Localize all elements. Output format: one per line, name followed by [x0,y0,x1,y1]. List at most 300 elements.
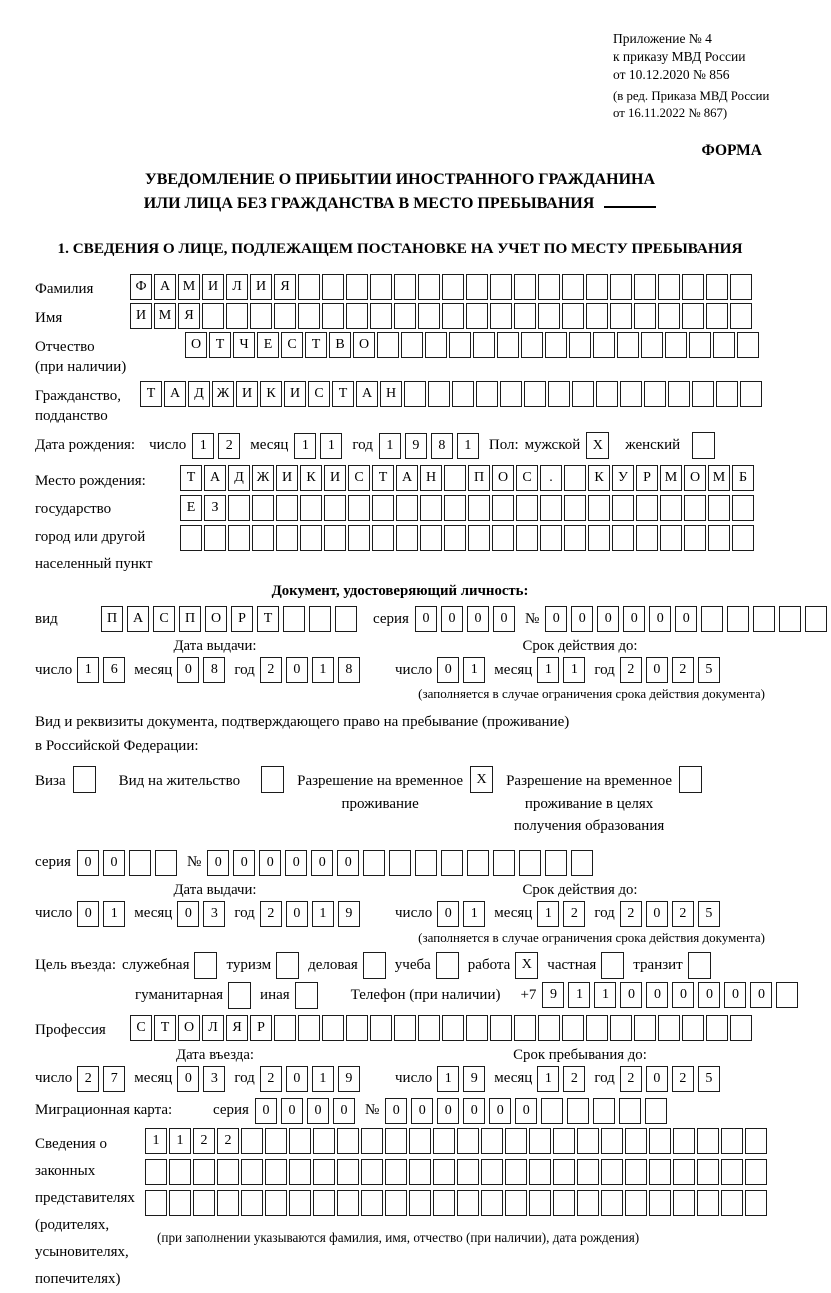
char-cell[interactable] [612,495,634,521]
char-cell[interactable]: И [250,274,272,300]
char-cell[interactable]: 1 [294,433,316,459]
char-cell[interactable] [553,1190,575,1216]
char-cell[interactable]: 0 [286,657,308,683]
char-cell[interactable] [300,525,322,551]
char-cell[interactable]: Ф [130,274,152,300]
char-cell[interactable]: 2 [260,657,282,683]
residence-permit-checkbox[interactable] [261,766,284,793]
char-cell[interactable] [519,850,541,876]
char-cell[interactable] [298,1015,320,1041]
char-cell[interactable] [457,1128,479,1154]
char-cell[interactable]: 0 [672,982,694,1008]
char-cell[interactable] [418,303,440,329]
char-cell[interactable] [337,1159,359,1185]
char-cell[interactable] [428,381,450,407]
char-cell[interactable]: П [468,465,490,491]
char-cell[interactable]: 0 [77,901,99,927]
char-cell[interactable] [467,850,489,876]
char-cell[interactable]: 1 [463,657,485,683]
char-cell[interactable] [298,303,320,329]
char-cell[interactable] [588,525,610,551]
char-cell[interactable] [776,982,798,1008]
char-cell[interactable] [673,1159,695,1185]
char-cell[interactable]: 0 [77,850,99,876]
char-cell[interactable]: 1 [379,433,401,459]
char-cell[interactable]: 0 [311,850,333,876]
char-cell[interactable] [444,525,466,551]
char-cell[interactable]: 1 [537,901,559,927]
char-cell[interactable] [713,332,735,358]
char-cell[interactable] [433,1159,455,1185]
char-cell[interactable] [441,850,463,876]
male-checkbox[interactable]: X [586,432,609,459]
char-cell[interactable] [577,1190,599,1216]
char-cell[interactable]: 9 [542,982,564,1008]
char-cell[interactable] [601,1128,623,1154]
char-cell[interactable]: 0 [724,982,746,1008]
char-cell[interactable] [348,525,370,551]
checkbox-business[interactable] [363,952,386,979]
char-cell[interactable]: Т [180,465,202,491]
char-cell[interactable]: 0 [177,1066,199,1092]
char-cell[interactable]: 1 [568,982,590,1008]
char-cell[interactable]: Ж [212,381,234,407]
char-cell[interactable] [619,1098,641,1124]
char-cell[interactable]: 0 [437,657,459,683]
char-cell[interactable] [385,1128,407,1154]
char-cell[interactable] [586,274,608,300]
char-cell[interactable] [682,303,704,329]
char-cell[interactable] [241,1190,263,1216]
char-cell[interactable] [524,381,546,407]
char-cell[interactable] [529,1159,551,1185]
char-cell[interactable] [466,1015,488,1041]
char-cell[interactable] [396,495,418,521]
char-cell[interactable] [372,495,394,521]
char-cell[interactable] [193,1190,215,1216]
char-cell[interactable]: Е [180,495,202,521]
char-cell[interactable] [444,465,466,491]
char-cell[interactable]: 3 [203,1066,225,1092]
char-cell[interactable] [745,1128,767,1154]
char-cell[interactable]: 0 [620,982,642,1008]
char-cell[interactable] [313,1128,335,1154]
char-cell[interactable]: 0 [437,1098,459,1124]
char-cell[interactable]: 2 [217,1128,239,1154]
char-cell[interactable]: Л [202,1015,224,1041]
char-cell[interactable] [145,1159,167,1185]
char-cell[interactable] [564,465,586,491]
char-cell[interactable] [404,381,426,407]
char-cell[interactable] [217,1190,239,1216]
char-cell[interactable] [409,1128,431,1154]
char-cell[interactable]: Т [332,381,354,407]
char-cell[interactable] [745,1159,767,1185]
char-cell[interactable] [493,850,515,876]
char-cell[interactable]: 5 [698,1066,720,1092]
char-cell[interactable]: Т [257,606,279,632]
char-cell[interactable] [577,1159,599,1185]
char-cell[interactable] [309,606,331,632]
char-cell[interactable]: Я [226,1015,248,1041]
char-cell[interactable] [490,303,512,329]
char-cell[interactable]: 1 [312,657,334,683]
char-cell[interactable]: Я [178,303,200,329]
char-cell[interactable] [625,1128,647,1154]
char-cell[interactable] [389,850,411,876]
char-cell[interactable]: Р [250,1015,272,1041]
char-cell[interactable] [396,525,418,551]
char-cell[interactable]: 9 [463,1066,485,1092]
char-cell[interactable]: 3 [203,901,225,927]
char-cell[interactable] [514,274,536,300]
char-cell[interactable]: 0 [177,657,199,683]
char-cell[interactable] [204,525,226,551]
char-cell[interactable] [593,1098,615,1124]
visa-checkbox[interactable] [73,766,96,793]
char-cell[interactable] [660,525,682,551]
char-cell[interactable] [505,1190,527,1216]
char-cell[interactable]: Р [231,606,253,632]
char-cell[interactable] [492,495,514,521]
char-cell[interactable]: 0 [646,901,668,927]
char-cell[interactable] [634,1015,656,1041]
char-cell[interactable]: 0 [103,850,125,876]
char-cell[interactable] [634,303,656,329]
char-cell[interactable]: 2 [563,901,585,927]
char-cell[interactable] [779,606,801,632]
char-cell[interactable] [457,1159,479,1185]
char-cell[interactable]: 1 [77,657,99,683]
char-cell[interactable]: С [516,465,538,491]
char-cell[interactable]: О [353,332,375,358]
char-cell[interactable]: 2 [672,657,694,683]
char-cell[interactable] [324,525,346,551]
char-cell[interactable] [541,1098,563,1124]
char-cell[interactable]: Р [636,465,658,491]
char-cell[interactable] [313,1159,335,1185]
char-cell[interactable]: 0 [698,982,720,1008]
char-cell[interactable] [394,303,416,329]
char-cell[interactable] [697,1190,719,1216]
char-cell[interactable] [708,525,730,551]
char-cell[interactable]: 2 [260,1066,282,1092]
char-cell[interactable] [701,606,723,632]
char-cell[interactable]: 0 [750,982,772,1008]
char-cell[interactable]: 0 [286,901,308,927]
char-cell[interactable] [420,495,442,521]
char-cell[interactable] [658,1015,680,1041]
char-cell[interactable]: 0 [646,1066,668,1092]
char-cell[interactable]: 1 [537,657,559,683]
char-cell[interactable]: 0 [259,850,281,876]
char-cell[interactable] [745,1190,767,1216]
char-cell[interactable] [516,495,538,521]
char-cell[interactable]: Т [209,332,231,358]
char-cell[interactable]: Я [274,274,296,300]
char-cell[interactable] [706,303,728,329]
char-cell[interactable]: 0 [571,606,593,632]
char-cell[interactable]: 1 [537,1066,559,1092]
char-cell[interactable] [514,303,536,329]
char-cell[interactable] [452,381,474,407]
char-cell[interactable] [289,1159,311,1185]
char-cell[interactable]: Т [140,381,162,407]
char-cell[interactable] [516,525,538,551]
char-cell[interactable] [228,525,250,551]
char-cell[interactable] [346,1015,368,1041]
char-cell[interactable] [634,274,656,300]
char-cell[interactable]: О [185,332,207,358]
char-cell[interactable]: 0 [333,1098,355,1124]
char-cell[interactable]: 0 [623,606,645,632]
char-cell[interactable] [636,495,658,521]
char-cell[interactable] [241,1128,263,1154]
char-cell[interactable] [548,381,570,407]
char-cell[interactable] [564,495,586,521]
char-cell[interactable] [466,274,488,300]
char-cell[interactable] [193,1159,215,1185]
char-cell[interactable] [721,1190,743,1216]
char-cell[interactable] [668,381,690,407]
char-cell[interactable]: А [396,465,418,491]
char-cell[interactable] [420,525,442,551]
char-cell[interactable]: 9 [338,1066,360,1092]
char-cell[interactable] [425,332,447,358]
char-cell[interactable] [572,381,594,407]
char-cell[interactable] [385,1159,407,1185]
char-cell[interactable] [684,525,706,551]
char-cell[interactable] [337,1128,359,1154]
char-cell[interactable]: 2 [620,901,642,927]
char-cell[interactable] [473,332,495,358]
char-cell[interactable]: 0 [493,606,515,632]
char-cell[interactable] [545,850,567,876]
char-cell[interactable] [625,1190,647,1216]
char-cell[interactable]: 1 [437,1066,459,1092]
char-cell[interactable] [385,1190,407,1216]
char-cell[interactable] [370,1015,392,1041]
char-cell[interactable]: 1 [103,901,125,927]
char-cell[interactable]: К [300,465,322,491]
char-cell[interactable] [641,332,663,358]
char-cell[interactable] [155,850,177,876]
char-cell[interactable] [682,274,704,300]
char-cell[interactable] [730,1015,752,1041]
char-cell[interactable] [500,381,522,407]
char-cell[interactable] [505,1128,527,1154]
char-cell[interactable] [169,1159,191,1185]
char-cell[interactable]: 1 [463,901,485,927]
char-cell[interactable]: 1 [145,1128,167,1154]
char-cell[interactable] [409,1190,431,1216]
char-cell[interactable] [241,1159,263,1185]
char-cell[interactable] [180,525,202,551]
char-cell[interactable] [601,1190,623,1216]
char-cell[interactable] [250,303,272,329]
char-cell[interactable]: К [260,381,282,407]
char-cell[interactable]: П [179,606,201,632]
char-cell[interactable] [418,274,440,300]
char-cell[interactable] [226,303,248,329]
char-cell[interactable] [636,525,658,551]
char-cell[interactable] [553,1159,575,1185]
char-cell[interactable]: М [708,465,730,491]
char-cell[interactable] [658,303,680,329]
char-cell[interactable] [444,495,466,521]
checkbox-tourism[interactable] [276,952,299,979]
char-cell[interactable] [529,1190,551,1216]
char-cell[interactable]: 0 [233,850,255,876]
char-cell[interactable] [274,1015,296,1041]
char-cell[interactable] [361,1128,383,1154]
char-cell[interactable] [497,332,519,358]
char-cell[interactable] [481,1190,503,1216]
char-cell[interactable] [514,1015,536,1041]
char-cell[interactable] [276,525,298,551]
char-cell[interactable] [202,303,224,329]
char-cell[interactable] [610,303,632,329]
char-cell[interactable] [289,1128,311,1154]
char-cell[interactable] [730,303,752,329]
char-cell[interactable]: 0 [385,1098,407,1124]
char-cell[interactable]: 1 [312,1066,334,1092]
char-cell[interactable]: 0 [649,606,671,632]
checkbox-work[interactable]: X [515,952,538,979]
char-cell[interactable] [593,332,615,358]
char-cell[interactable] [562,1015,584,1041]
char-cell[interactable] [753,606,775,632]
char-cell[interactable] [721,1128,743,1154]
char-cell[interactable] [658,274,680,300]
char-cell[interactable]: А [356,381,378,407]
char-cell[interactable] [418,1015,440,1041]
char-cell[interactable]: 2 [193,1128,215,1154]
char-cell[interactable]: О [178,1015,200,1041]
char-cell[interactable] [313,1190,335,1216]
char-cell[interactable]: М [660,465,682,491]
char-cell[interactable] [322,1015,344,1041]
char-cell[interactable] [596,381,618,407]
char-cell[interactable] [442,1015,464,1041]
char-cell[interactable]: 9 [338,901,360,927]
char-cell[interactable] [706,1015,728,1041]
char-cell[interactable] [401,332,423,358]
char-cell[interactable]: 2 [620,657,642,683]
char-cell[interactable] [649,1128,671,1154]
char-cell[interactable]: М [178,274,200,300]
char-cell[interactable] [252,495,274,521]
edu-residence-checkbox[interactable] [679,766,702,793]
char-cell[interactable] [586,303,608,329]
char-cell[interactable] [394,1015,416,1041]
char-cell[interactable]: 0 [489,1098,511,1124]
char-cell[interactable]: 0 [307,1098,329,1124]
char-cell[interactable]: 2 [77,1066,99,1092]
char-cell[interactable]: 0 [646,657,668,683]
char-cell[interactable] [442,274,464,300]
char-cell[interactable] [433,1190,455,1216]
char-cell[interactable]: С [348,465,370,491]
char-cell[interactable] [538,303,560,329]
char-cell[interactable] [610,274,632,300]
char-cell[interactable]: А [127,606,149,632]
char-cell[interactable]: 2 [672,901,694,927]
char-cell[interactable] [529,1128,551,1154]
char-cell[interactable]: 1 [594,982,616,1008]
char-cell[interactable] [562,303,584,329]
char-cell[interactable] [265,1190,287,1216]
char-cell[interactable]: 1 [169,1128,191,1154]
char-cell[interactable]: 0 [286,1066,308,1092]
char-cell[interactable]: Ж [252,465,274,491]
checkbox-transit[interactable] [688,952,711,979]
char-cell[interactable]: И [130,303,152,329]
char-cell[interactable] [265,1159,287,1185]
char-cell[interactable]: 1 [192,433,214,459]
char-cell[interactable]: 0 [255,1098,277,1124]
char-cell[interactable]: 0 [415,606,437,632]
char-cell[interactable] [562,274,584,300]
char-cell[interactable]: П [101,606,123,632]
char-cell[interactable] [673,1190,695,1216]
char-cell[interactable]: 0 [411,1098,433,1124]
char-cell[interactable] [348,495,370,521]
char-cell[interactable] [476,381,498,407]
char-cell[interactable] [706,274,728,300]
char-cell[interactable] [409,1159,431,1185]
char-cell[interactable] [732,495,754,521]
char-cell[interactable] [145,1190,167,1216]
char-cell[interactable] [346,274,368,300]
char-cell[interactable] [697,1159,719,1185]
char-cell[interactable] [727,606,749,632]
char-cell[interactable]: О [492,465,514,491]
char-cell[interactable] [649,1190,671,1216]
char-cell[interactable] [466,303,488,329]
female-checkbox[interactable] [692,432,715,459]
char-cell[interactable]: 0 [467,606,489,632]
char-cell[interactable]: 1 [320,433,342,459]
checkbox-official[interactable] [194,952,217,979]
char-cell[interactable]: Е [257,332,279,358]
checkbox-other[interactable] [295,982,318,1009]
checkbox-humanitarian[interactable] [228,982,251,1009]
char-cell[interactable] [689,332,711,358]
char-cell[interactable]: И [236,381,258,407]
char-cell[interactable]: И [202,274,224,300]
char-cell[interactable]: Ч [233,332,255,358]
char-cell[interactable] [649,1159,671,1185]
char-cell[interactable] [481,1128,503,1154]
char-cell[interactable]: 8 [338,657,360,683]
char-cell[interactable] [372,525,394,551]
char-cell[interactable] [645,1098,667,1124]
char-cell[interactable] [682,1015,704,1041]
char-cell[interactable]: 0 [437,901,459,927]
char-cell[interactable]: Л [226,274,248,300]
char-cell[interactable]: 1 [457,433,479,459]
char-cell[interactable]: И [276,465,298,491]
char-cell[interactable]: А [164,381,186,407]
char-cell[interactable]: 0 [646,982,668,1008]
char-cell[interactable]: С [281,332,303,358]
char-cell[interactable] [289,1190,311,1216]
char-cell[interactable]: В [329,332,351,358]
char-cell[interactable] [228,495,250,521]
char-cell[interactable] [571,850,593,876]
char-cell[interactable]: 0 [597,606,619,632]
